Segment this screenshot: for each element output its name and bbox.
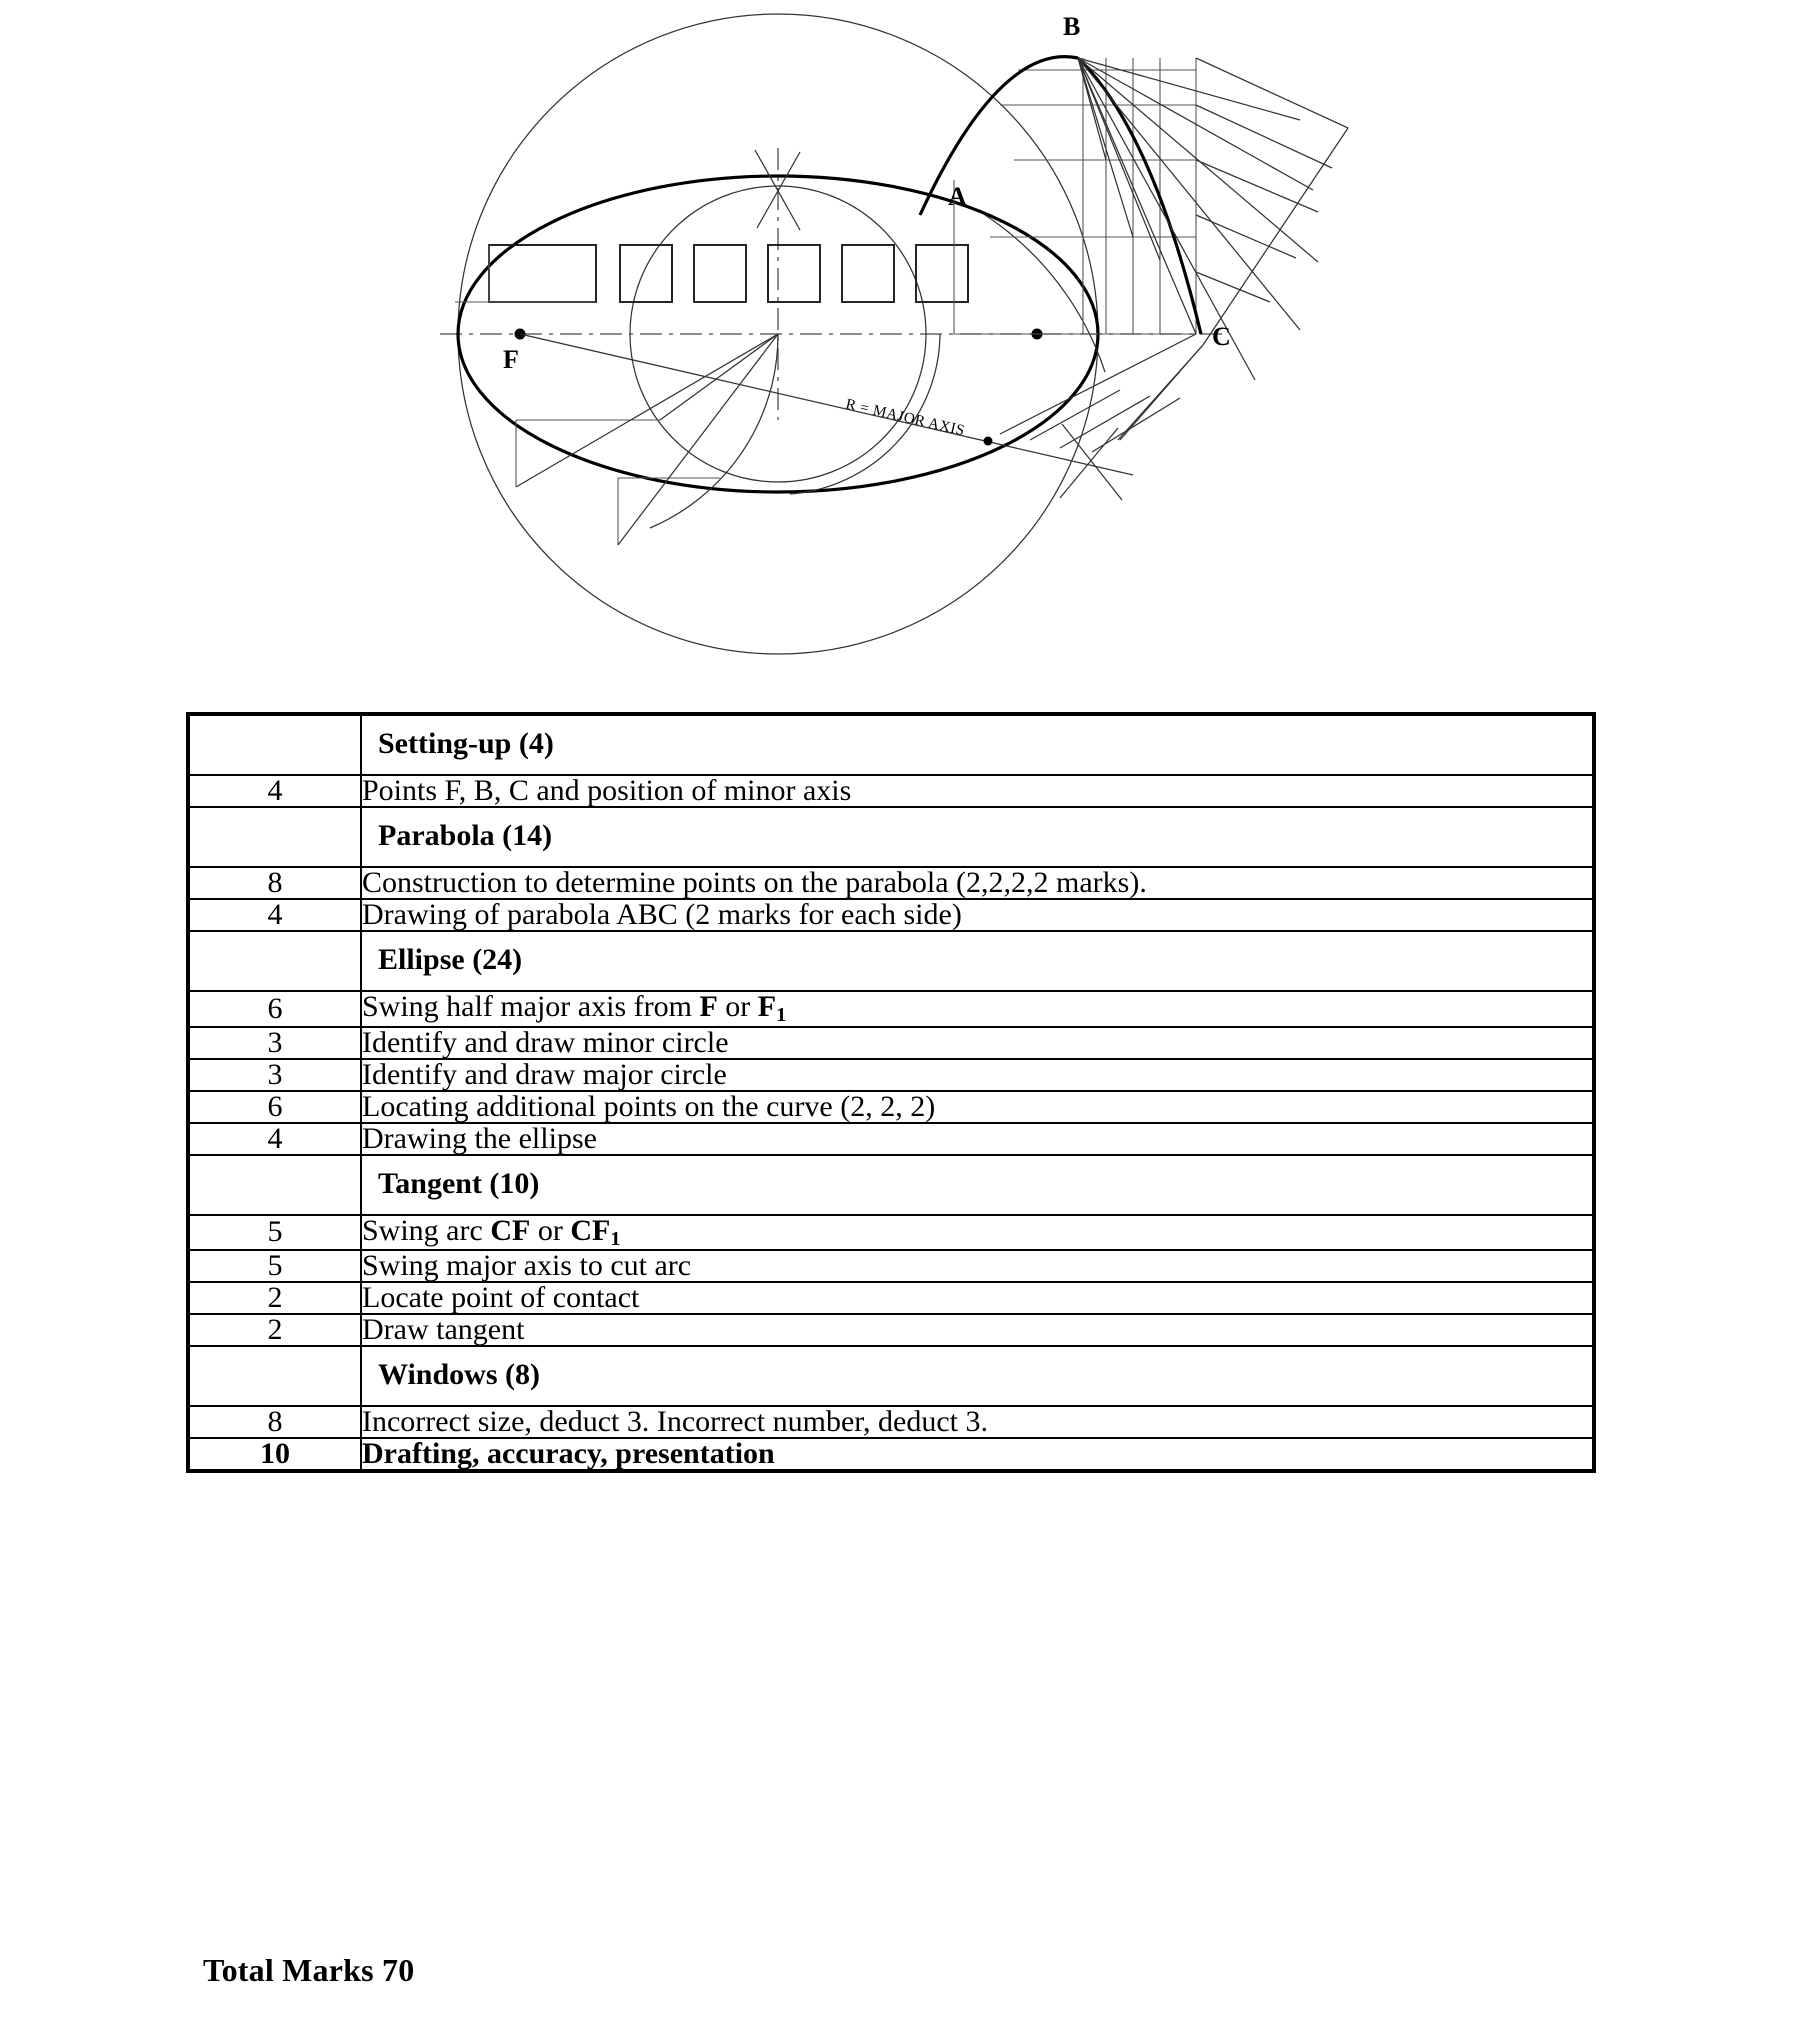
scheme-description-cell: Points F, B, C and position of minor axis <box>361 775 1594 807</box>
scheme-description-cell: Locating additional points on the curve (2, 2, 2) <box>361 1091 1594 1123</box>
scheme-item-row <box>188 991 1594 1027</box>
scheme-table <box>186 712 1596 1473</box>
scheme-section-row <box>188 931 1594 991</box>
scheme-description-cell: Swing arc CF or $CF_1$ <box>361 1215 1594 1251</box>
scheme-description-cell: Drawing of parabola ABC (2 marks for each side) <box>361 899 1594 931</box>
scheme-marks-cell: 4 <box>188 775 361 807</box>
label-a: A <box>948 182 967 211</box>
scheme-description-cell: Drawing the ellipse <box>361 1123 1594 1155</box>
scheme-section-marks-cell <box>188 1346 361 1406</box>
total-marks-label: Total Marks 70 <box>203 1952 415 1988</box>
scheme-description-cell: Drafting, accuracy, presentation <box>361 1438 1594 1471</box>
scheme-section-title: Setting-up (4) <box>361 714 1594 775</box>
scheme-description-cell: Identify and draw minor circle <box>361 1027 1594 1059</box>
scheme-section-title: Parabola (14) <box>361 807 1594 867</box>
scheme-table-body <box>188 714 1594 1471</box>
scheme-marks-cell: 6 <box>188 991 361 1027</box>
scheme-section-marks-cell <box>188 807 361 867</box>
scheme-marks-cell: 4 <box>188 1123 361 1155</box>
scheme-section-title: Tangent (10) <box>361 1155 1594 1215</box>
scheme-marks-cell: 2 <box>188 1314 361 1346</box>
scheme-section-title: Windows (8) <box>361 1346 1594 1406</box>
scheme-item-row <box>188 775 1594 807</box>
scheme-section-row <box>188 1346 1594 1406</box>
scheme-item-row <box>188 1123 1594 1155</box>
scheme-description-cell: Construction to determine points on the parabola (2,2,2,2 marks). <box>361 867 1594 899</box>
scheme-description-cell: Swing major axis to cut arc <box>361 1250 1594 1282</box>
point-of-contact <box>984 437 993 446</box>
scheme-item-row <box>188 899 1594 931</box>
scheme-item-row <box>188 1282 1594 1314</box>
scheme-item-row <box>188 1215 1594 1251</box>
scheme-description-cell: Locate point of contact <box>361 1282 1594 1314</box>
scheme-marks-cell: 4 <box>188 899 361 931</box>
scheme-item-row <box>188 1059 1594 1091</box>
label-b: B <box>1063 12 1081 41</box>
scheme-section-marks-cell <box>188 1155 361 1215</box>
radius-major-axis-label: R = MAJOR AXIS <box>844 396 967 440</box>
scheme-description-cell: Draw tangent <box>361 1314 1594 1346</box>
scheme-item-row <box>188 1314 1594 1346</box>
scheme-marks-cell: 6 <box>188 1091 361 1123</box>
scheme-marks-cell: 3 <box>188 1059 361 1091</box>
scheme-section-row <box>188 714 1594 775</box>
scheme-section-marks-cell <box>188 931 361 991</box>
scheme-item-row <box>188 867 1594 899</box>
scheme-section-title: Ellipse (24) <box>361 931 1594 991</box>
scheme-item-row <box>188 1438 1594 1471</box>
technical-drawing <box>0 0 1818 700</box>
label-f: F <box>503 345 519 374</box>
scheme-marks-cell: 5 <box>188 1215 361 1251</box>
scheme-item-row <box>188 1406 1594 1438</box>
scheme-section-marks-cell <box>188 714 361 775</box>
scheme-marks-cell: 10 <box>188 1438 361 1471</box>
scheme-marks-cell: 8 <box>188 1406 361 1438</box>
scheme-description-cell: Swing half major axis from F or $F_1$ <box>361 991 1594 1027</box>
scheme-section-row <box>188 1155 1594 1215</box>
drawing-canvas <box>0 0 1818 700</box>
scheme-item-row <box>188 1250 1594 1282</box>
scheme-section-row <box>188 807 1594 867</box>
scheme-marks-cell: 3 <box>188 1027 361 1059</box>
scheme-description-cell: Identify and draw major circle <box>361 1059 1594 1091</box>
scheme-marks-cell: 8 <box>188 867 361 899</box>
scheme-marks-cell: 5 <box>188 1250 361 1282</box>
scheme-description-cell: Incorrect size, deduct 3. Incorrect number, deduct 3. <box>361 1406 1594 1438</box>
scheme-marks-cell: 2 <box>188 1282 361 1314</box>
scheme-item-row <box>188 1091 1594 1123</box>
label-c: C <box>1212 322 1231 351</box>
marking-scheme-table <box>186 712 1596 1473</box>
scheme-item-row <box>188 1027 1594 1059</box>
